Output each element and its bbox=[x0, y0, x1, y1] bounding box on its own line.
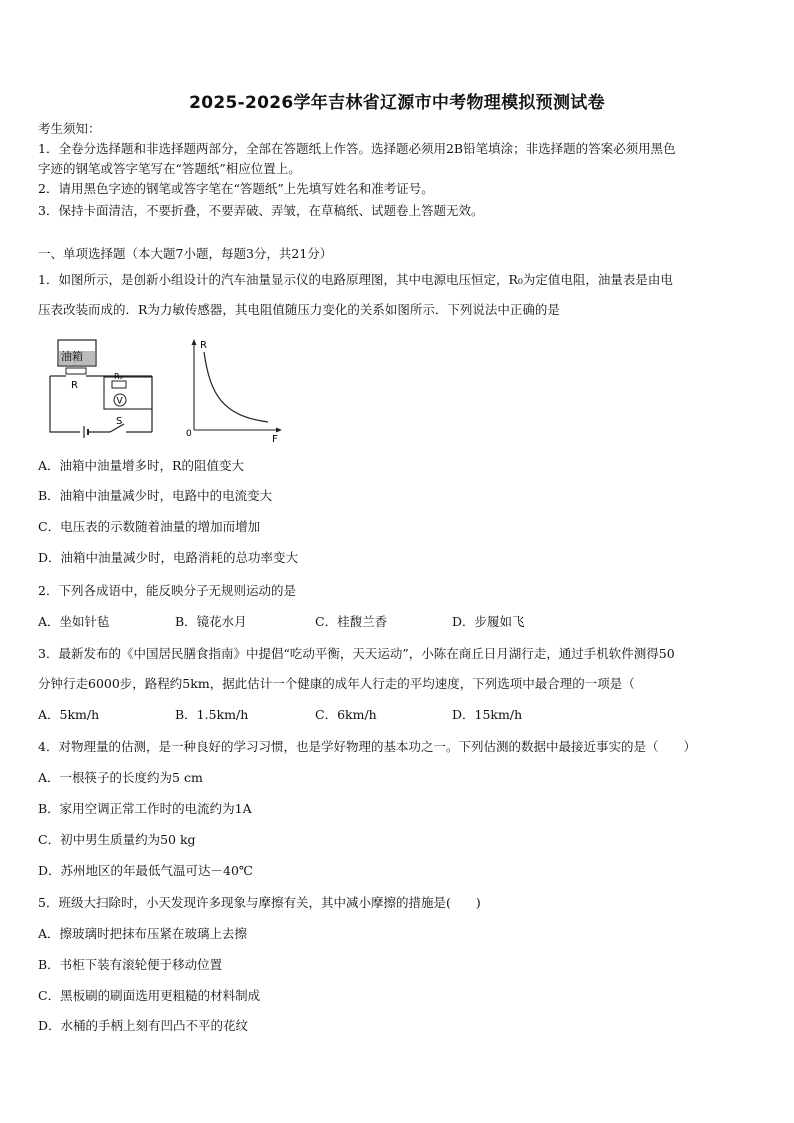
parallel-branch bbox=[104, 377, 152, 409]
notice-item-3: 3．保持卡面清洁，不要折叠，不要弄破、弄皱，在草稿纸、试题卷上答题无效。 bbox=[38, 203, 484, 218]
q3-option-c[interactable]: C．6km/h bbox=[315, 707, 377, 722]
switch-label: S bbox=[116, 416, 123, 427]
circuit-and-graph bbox=[40, 334, 300, 444]
q3-option-a[interactable]: A．5km/h bbox=[38, 707, 100, 722]
tank-label: 油箱 bbox=[61, 350, 83, 363]
q1-option-d[interactable]: D．油箱中油量减少时，电路消耗的总功率变大 bbox=[38, 550, 299, 565]
q4-option-a[interactable]: A．一根筷子的长度约为5 cm bbox=[38, 770, 203, 785]
q2-stem: 2．下列各成语中，能反映分子无规则运动的是 bbox=[38, 583, 296, 598]
q4-stem: 4．对物理量的估测，是一种良好的学习习惯，也是学好物理的基本功之一。下列估测的数据中最接近事实的是（ ） bbox=[38, 739, 696, 754]
q1-stem-line1: 1．如图所示，是创新小组设计的汽车油量显示仪的电路原理图，其中电源电压恒定，R₀为定值电阻，油量表是由电 bbox=[38, 272, 673, 287]
q1-figure bbox=[40, 334, 300, 444]
q2-option-b[interactable]: B．镜花水月 bbox=[175, 614, 247, 629]
graph-x-label: F bbox=[272, 434, 278, 444]
q4-option-d[interactable]: D．苏州地区的年最低气温可达－40℃ bbox=[38, 863, 253, 878]
q5-option-c[interactable]: C．黑板刷的刷面选用更粗糙的材料制成 bbox=[38, 988, 261, 1003]
q1-stem-line2: 压表改装而成的．R为力敏传感器，其电阻值随压力变化的关系如图所示．下列说法中正确的是 bbox=[38, 302, 560, 317]
sensor-r-label: R bbox=[71, 380, 78, 391]
notice-item-1-cont: 字迹的钢笔或答字笔写在“答题纸”相应位置上。 bbox=[38, 161, 301, 176]
page-title: 2025-2026学年吉林省辽源市中考物理模拟预测试卷 bbox=[189, 93, 605, 113]
resistance-curve bbox=[204, 352, 268, 422]
q3-stem-line2: 分钟行走6000步，路程约5km，据此估计一个健康的成年人行走的平均速度，下列选项中最合理的一项是（ bbox=[38, 676, 635, 691]
q1-option-b[interactable]: B．油箱中油量减少时，电路中的电流变大 bbox=[38, 488, 273, 503]
q3-stem-line1: 3．最新发布的《中国居民膳食指南》中提倡“吃动平衡，天天运动”，小陈在商丘日月湖行走，通过手机软件测得50 bbox=[38, 646, 675, 661]
graph-origin-label: 0 bbox=[186, 429, 192, 439]
graph-y-label: R bbox=[200, 340, 207, 351]
q3-option-b[interactable]: B．1.5km/h bbox=[175, 707, 249, 722]
voltmeter-label: V bbox=[116, 396, 123, 407]
q5-option-a[interactable]: A．擦玻璃时把抹布压紧在玻璃上去擦 bbox=[38, 926, 248, 941]
section-heading: 一、单项选择题（本大题7小题，每题3分，共21分） bbox=[38, 246, 333, 261]
sensor-r bbox=[66, 368, 86, 374]
q5-option-b[interactable]: B．书柜下装有滚轮便于移动位置 bbox=[38, 957, 223, 972]
q5-stem: 5．班级大扫除时，小天发现许多现象与摩擦有关，其中减小摩擦的措施是( ) bbox=[38, 895, 481, 910]
notice-header: 考生须知： bbox=[38, 121, 101, 136]
q4-option-b[interactable]: B．家用空调正常工作时的电流约为1A bbox=[38, 801, 252, 816]
notice-item-2: 2．请用黑色字迹的钢笔或答字笔在“答题纸”上先填写姓名和准考证号。 bbox=[38, 181, 434, 196]
notice-item-1: 1．全卷分选择题和非选择题两部分，全部在答题纸上作答。选择题必须用2B铅笔填涂；非选择题的答案必须用黑色 bbox=[38, 141, 676, 156]
q3-option-d[interactable]: D．15km/h bbox=[452, 707, 523, 722]
q1-option-a[interactable]: A．油箱中油量增多时，R的阻值变大 bbox=[38, 458, 244, 473]
resistor-r0 bbox=[112, 381, 126, 388]
q5-option-d[interactable]: D．水桶的手柄上刻有凹凸不平的花纹 bbox=[38, 1018, 249, 1033]
q2-option-c[interactable]: C．桂馥兰香 bbox=[315, 614, 388, 629]
q1-option-c[interactable]: C．电压表的示数随着油量的增加而增加 bbox=[38, 519, 261, 534]
q2-option-d[interactable]: D．步履如飞 bbox=[452, 614, 525, 629]
q4-option-c[interactable]: C．初中男生质量约为50 kg bbox=[38, 832, 196, 847]
r0-label: R₀ bbox=[114, 372, 123, 381]
q2-option-a[interactable]: A．坐如针毡 bbox=[38, 614, 110, 629]
